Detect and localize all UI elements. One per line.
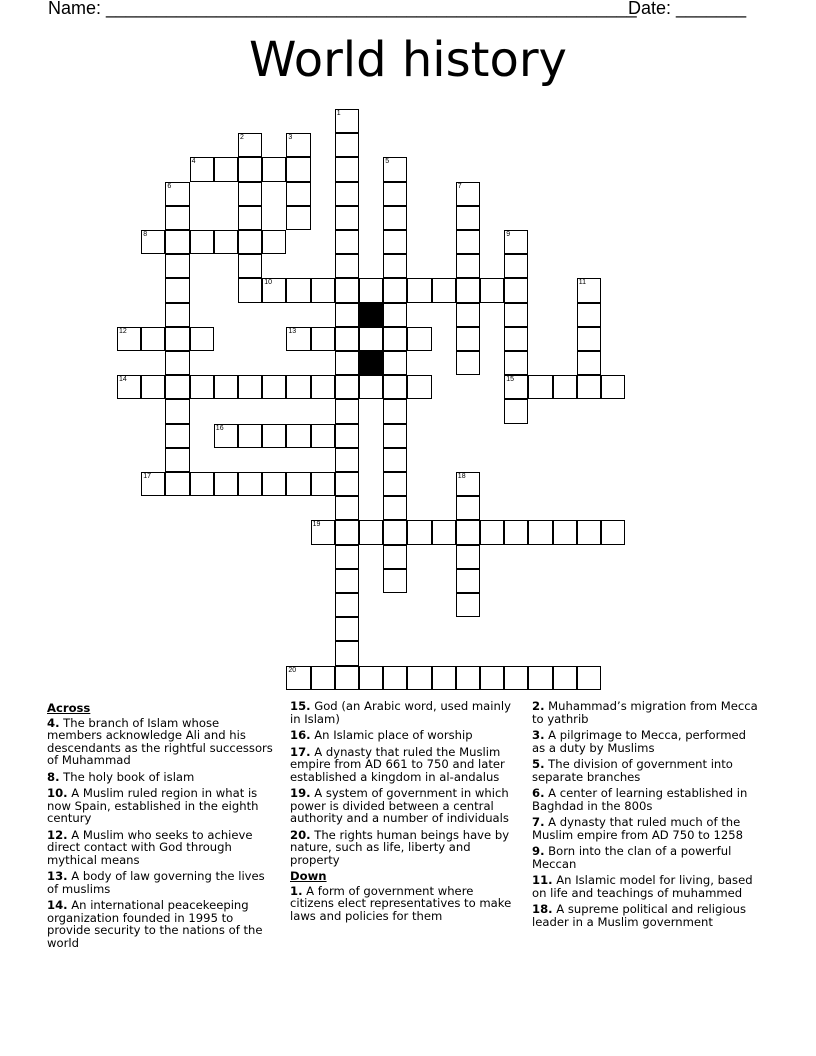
grid-cell[interactable] [165, 230, 189, 254]
grid-cell[interactable] [335, 351, 359, 375]
clue-text: A form of government where citizens elect representatives to make laws and policies for them [290, 883, 512, 923]
grid-cell[interactable] [504, 351, 528, 375]
clue-number: 14 [119, 376, 127, 384]
grid-cell[interactable] [504, 520, 528, 544]
grid-cell[interactable] [553, 375, 577, 399]
grid-cell[interactable] [359, 666, 383, 690]
clue-number-label: 1. [290, 883, 303, 898]
grid-cell[interactable] [432, 278, 456, 302]
grid-cell[interactable] [262, 424, 286, 448]
clue-number-label: 2. [532, 699, 545, 713]
grid-cell[interactable] [383, 472, 407, 496]
clue-number-label: 20. [290, 827, 311, 842]
across-clue-list-2 [290, 700, 518, 866]
grid-cell[interactable] [456, 206, 480, 230]
grid-cell[interactable] [335, 448, 359, 472]
grid-cell[interactable] [504, 399, 528, 423]
clue-text: An Islamic model for living, based on life and teachings of muhammed [532, 873, 753, 900]
name-field-line[interactable]: _____________________________________________________ [106, 0, 637, 18]
clue-text: The division of government into separate branches [532, 757, 733, 784]
grid-cell[interactable] [165, 472, 189, 496]
grid-cell[interactable] [190, 472, 214, 496]
grid-cell[interactable] [407, 375, 431, 399]
down-clue [532, 787, 760, 812]
grid-cell[interactable] [286, 206, 310, 230]
grid-cell[interactable] [214, 424, 238, 448]
clue-number: 20 [288, 666, 297, 674]
grid-cell[interactable] [335, 569, 359, 593]
clue-number-label: 7. [532, 815, 545, 829]
clue-number: 13 [288, 327, 297, 335]
grid-cell[interactable] [335, 278, 359, 302]
clue-number-label: 19. [290, 786, 311, 800]
grid-cell[interactable] [504, 666, 528, 690]
grid-cell[interactable] [504, 278, 528, 302]
grid-cell[interactable] [335, 666, 359, 690]
grid-cell[interactable] [165, 375, 189, 399]
grid-cell[interactable] [456, 351, 480, 375]
grid-cell[interactable] [190, 327, 214, 351]
grid-block [359, 351, 383, 375]
grid-cell[interactable] [262, 375, 286, 399]
grid-cell[interactable] [456, 327, 480, 351]
down-clue [532, 816, 760, 841]
clue-number: 16 [215, 424, 224, 432]
grid-cell[interactable] [238, 375, 262, 399]
down-heading: Down [290, 869, 327, 883]
grid-cell[interactable] [165, 206, 189, 230]
grid-cell[interactable] [407, 278, 431, 302]
grid-cell[interactable] [456, 472, 480, 496]
grid-cell[interactable] [432, 666, 456, 690]
grid-cell[interactable] [383, 666, 407, 690]
grid-cell[interactable] [165, 182, 189, 206]
clue-number-label: 6. [532, 786, 545, 800]
grid-cell[interactable] [286, 472, 310, 496]
grid-cell[interactable] [335, 230, 359, 254]
grid-cell[interactable] [335, 157, 359, 181]
grid-cell[interactable] [214, 375, 238, 399]
grid-cell[interactable] [432, 520, 456, 544]
clues-column-1 [47, 700, 275, 953]
grid-cell[interactable] [407, 666, 431, 690]
grid-cell[interactable] [335, 133, 359, 157]
grid-cell[interactable] [286, 182, 310, 206]
clue-text: A dynasty that ruled the Muslim empire from AD 661 to 750 and later established a kingdom in al-andalus [290, 744, 505, 784]
grid-cell[interactable] [141, 375, 165, 399]
grid-cell[interactable] [456, 254, 480, 278]
grid-cell[interactable] [456, 230, 480, 254]
grid-cell[interactable] [165, 254, 189, 278]
grid-cell[interactable] [286, 157, 310, 181]
down-clue [532, 758, 760, 783]
grid-cell[interactable] [262, 230, 286, 254]
grid-cell[interactable] [335, 303, 359, 327]
grid-cell[interactable] [383, 424, 407, 448]
grid-cell[interactable] [117, 375, 141, 399]
grid-cell[interactable] [456, 278, 480, 302]
across-clue [47, 787, 275, 825]
grid-cell[interactable] [165, 278, 189, 302]
grid-cell[interactable] [504, 303, 528, 327]
grid-cell[interactable] [456, 666, 480, 690]
grid-cell[interactable] [577, 666, 601, 690]
grid-cell[interactable] [311, 278, 335, 302]
grid-cell[interactable] [238, 254, 262, 278]
grid-cell[interactable] [528, 375, 552, 399]
clue-number-label: 11. [532, 873, 553, 887]
date-label: Date: [628, 0, 672, 18]
grid-cell[interactable] [553, 520, 577, 544]
grid-cell[interactable] [141, 327, 165, 351]
grid-cell[interactable] [383, 448, 407, 472]
clue-number: 10 [264, 279, 272, 287]
clue-text: A Muslim who seeks to achieve direct contact with God through mythical means [47, 827, 253, 867]
grid-cell[interactable] [238, 157, 262, 181]
clue-number: 6 [167, 182, 172, 190]
grid-cell[interactable] [335, 545, 359, 569]
grid-cell[interactable] [335, 182, 359, 206]
grid-cell[interactable] [359, 520, 383, 544]
clue-number-label: 10. [47, 786, 68, 800]
grid-cell[interactable] [504, 327, 528, 351]
grid-cell[interactable] [480, 520, 504, 544]
down-clue-list-2 [532, 700, 760, 928]
clue-number-label: 5. [532, 757, 545, 771]
grid-cell[interactable] [165, 351, 189, 375]
grid-cell[interactable] [383, 206, 407, 230]
across-clue [290, 729, 518, 742]
grid-cell[interactable] [238, 424, 262, 448]
across-clue [290, 746, 518, 784]
grid-cell[interactable] [335, 109, 359, 133]
grid-cell[interactable] [577, 520, 601, 544]
clue-number: 11 [578, 279, 587, 287]
clue-number: 7 [457, 182, 462, 190]
clue-text: A supreme political and religious leader in a Muslim government [532, 902, 747, 929]
clue-text: The rights human beings have by nature, such as life, liberty and property [290, 827, 510, 867]
across-clue [290, 787, 518, 825]
grid-cell[interactable] [335, 496, 359, 520]
across-clue [47, 771, 275, 784]
clue-number: 17 [143, 473, 151, 480]
clue-number-label: 17. [290, 744, 311, 759]
clue-text: The branch of Islam whose members acknowledge Ali and his descendants as the rightful successors of Muhammad [47, 715, 273, 767]
across-clue [47, 899, 275, 949]
grid-cell[interactable] [117, 327, 141, 351]
grid-cell[interactable] [335, 424, 359, 448]
down-clue [532, 729, 760, 754]
grid-cell[interactable] [359, 278, 383, 302]
grid-cell[interactable] [383, 254, 407, 278]
grid-cell[interactable] [383, 278, 407, 302]
clue-text: A pilgrimage to Mecca, performed as a duty by Muslims [532, 728, 746, 755]
clue-text: An international peacekeeping organization founded in 1995 to provide security to the nations of the world [47, 898, 263, 950]
clue-number: 8 [143, 231, 148, 238]
grid-cell[interactable] [238, 278, 262, 302]
grid-cell[interactable] [311, 375, 335, 399]
grid-cell[interactable] [286, 327, 310, 351]
clue-number: 2 [240, 134, 244, 142]
grid-cell[interactable] [456, 520, 480, 544]
clue-text: A system of government in which power is divided between a central authority and a number of individuals [290, 786, 509, 825]
grid-cell[interactable] [190, 157, 214, 181]
down-clue-list-1 [290, 885, 518, 923]
clue-text: A Muslim ruled region in what is now Spain, established in the eighth century [47, 786, 259, 825]
grid-cell[interactable] [577, 303, 601, 327]
clue-number: 9 [506, 231, 511, 238]
grid-cell[interactable] [456, 593, 480, 617]
grid-cell[interactable] [214, 157, 238, 181]
clues-column-3 [532, 700, 760, 932]
name-label: Name: [48, 0, 102, 18]
clue-number-label: 12. [47, 827, 68, 842]
grid-cell[interactable] [335, 206, 359, 230]
grid-cell[interactable] [311, 424, 335, 448]
grid-cell[interactable] [456, 496, 480, 520]
clue-number-label: 4. [47, 715, 60, 730]
clue-text: God (an Arabic word, used mainly in Islam) [290, 699, 511, 726]
grid-cell[interactable] [165, 399, 189, 423]
grid-cell[interactable] [359, 327, 383, 351]
across-heading: Across [47, 701, 91, 715]
grid-block [359, 303, 383, 327]
grid-cell[interactable] [286, 375, 310, 399]
clue-text: An Islamic place of worship [310, 728, 473, 742]
grid-cell[interactable] [383, 399, 407, 423]
grid-cell[interactable] [286, 666, 310, 690]
grid-cell[interactable] [311, 666, 335, 690]
across-clue [290, 700, 518, 725]
grid-cell[interactable] [262, 157, 286, 181]
grid-cell[interactable] [165, 448, 189, 472]
grid-cell[interactable] [383, 303, 407, 327]
across-clue [47, 829, 275, 867]
grid-cell[interactable] [577, 327, 601, 351]
grid-cell[interactable] [383, 157, 407, 181]
clue-number: 4 [191, 158, 196, 166]
grid-cell[interactable] [504, 254, 528, 278]
grid-cell[interactable] [383, 520, 407, 544]
down-clue [532, 845, 760, 870]
clue-number-label: 15. [290, 699, 311, 713]
grid-cell[interactable] [165, 424, 189, 448]
down-clue [290, 885, 518, 923]
clue-number-label: 18. [532, 902, 553, 916]
clue-number-label: 9. [532, 844, 545, 858]
grid-cell[interactable] [383, 375, 407, 399]
date-field-line[interactable]: _______ [676, 0, 747, 18]
grid-cell[interactable] [286, 278, 310, 302]
grid-cell[interactable] [311, 327, 335, 351]
clue-text: A center of learning established in Baghdad in the 800s [532, 786, 748, 813]
clues-column-2 [290, 700, 518, 926]
grid-cell[interactable] [528, 520, 552, 544]
grid-cell[interactable] [335, 520, 359, 544]
grid-cell[interactable] [286, 424, 310, 448]
grid-cell[interactable] [262, 278, 286, 302]
grid-cell[interactable] [504, 230, 528, 254]
grid-cell[interactable] [165, 327, 189, 351]
grid-cell[interactable] [238, 182, 262, 206]
grid-cell[interactable] [601, 520, 625, 544]
grid-cell[interactable] [601, 375, 625, 399]
grid-cell[interactable] [238, 472, 262, 496]
grid-cell[interactable] [359, 375, 383, 399]
grid-cell[interactable] [407, 327, 431, 351]
grid-cell[interactable] [456, 303, 480, 327]
grid-cell[interactable] [383, 569, 407, 593]
grid-cell[interactable] [335, 254, 359, 278]
clue-text: Muhammad’s migration from Mecca to yathrib [532, 699, 758, 726]
grid-cell[interactable] [190, 375, 214, 399]
across-clue [47, 717, 275, 767]
grid-cell[interactable] [383, 182, 407, 206]
across-clue [47, 870, 275, 895]
grid-cell[interactable] [286, 133, 310, 157]
grid-cell[interactable] [214, 472, 238, 496]
grid-cell[interactable] [383, 545, 407, 569]
grid-cell[interactable] [311, 472, 335, 496]
grid-cell[interactable] [238, 133, 262, 157]
grid-cell[interactable] [577, 278, 601, 302]
grid-cell[interactable] [190, 230, 214, 254]
clue-number: 1 [336, 110, 341, 117]
page-title: World history [249, 32, 567, 88]
grid-cell[interactable] [141, 230, 165, 254]
clue-number: 18 [457, 473, 466, 480]
clue-number: 12 [119, 327, 127, 335]
grid-cell[interactable] [383, 351, 407, 375]
grid-cell[interactable] [335, 375, 359, 399]
grid-cell[interactable] [407, 520, 431, 544]
grid-cell[interactable] [141, 472, 165, 496]
clue-number: 19 [312, 521, 321, 529]
grid-cell[interactable] [577, 375, 601, 399]
grid-cell[interactable] [238, 206, 262, 230]
grid-cell[interactable] [383, 327, 407, 351]
grid-cell[interactable] [553, 666, 577, 690]
grid-cell[interactable] [335, 327, 359, 351]
clue-number-label: 14. [47, 898, 68, 912]
grid-cell[interactable] [528, 666, 552, 690]
grid-cell[interactable] [456, 545, 480, 569]
grid-cell[interactable] [480, 278, 504, 302]
grid-cell[interactable] [456, 569, 480, 593]
clue-number-label: 3. [532, 728, 545, 742]
clue-text: A dynasty that ruled much of the Muslim empire from AD 750 to 1258 [532, 815, 744, 842]
grid-cell[interactable] [480, 666, 504, 690]
clue-number-label: 16. [290, 728, 311, 742]
grid-cell[interactable] [456, 182, 480, 206]
grid-cell[interactable] [262, 472, 286, 496]
down-clue [532, 874, 760, 899]
grid-cell[interactable] [335, 472, 359, 496]
grid-cell[interactable] [214, 230, 238, 254]
grid-cell[interactable] [335, 399, 359, 423]
grid-cell[interactable] [311, 520, 335, 544]
clue-text: The holy book of islam [59, 769, 195, 784]
grid-cell[interactable] [383, 230, 407, 254]
clue-number-label: 13. [47, 869, 68, 883]
grid-cell[interactable] [383, 496, 407, 520]
grid-cell[interactable] [238, 230, 262, 254]
across-clue-list-1 [47, 717, 275, 950]
down-clue [532, 903, 760, 928]
grid-cell[interactable] [335, 641, 359, 665]
clue-number: 15 [506, 376, 514, 384]
across-clue [290, 829, 518, 867]
grid-cell[interactable] [577, 351, 601, 375]
clue-text: A body of law governing the lives of muslims [47, 869, 265, 896]
down-clue [532, 700, 760, 725]
grid-cell[interactable] [165, 303, 189, 327]
grid-cell[interactable] [335, 593, 359, 617]
clue-number: 3 [288, 134, 293, 142]
clue-number: 5 [385, 158, 390, 166]
clue-text: Born into the clan of a powerful Meccan [532, 844, 732, 871]
clue-number-label: 8. [47, 769, 60, 784]
grid-cell[interactable] [504, 375, 528, 399]
grid-cell[interactable] [335, 617, 359, 641]
